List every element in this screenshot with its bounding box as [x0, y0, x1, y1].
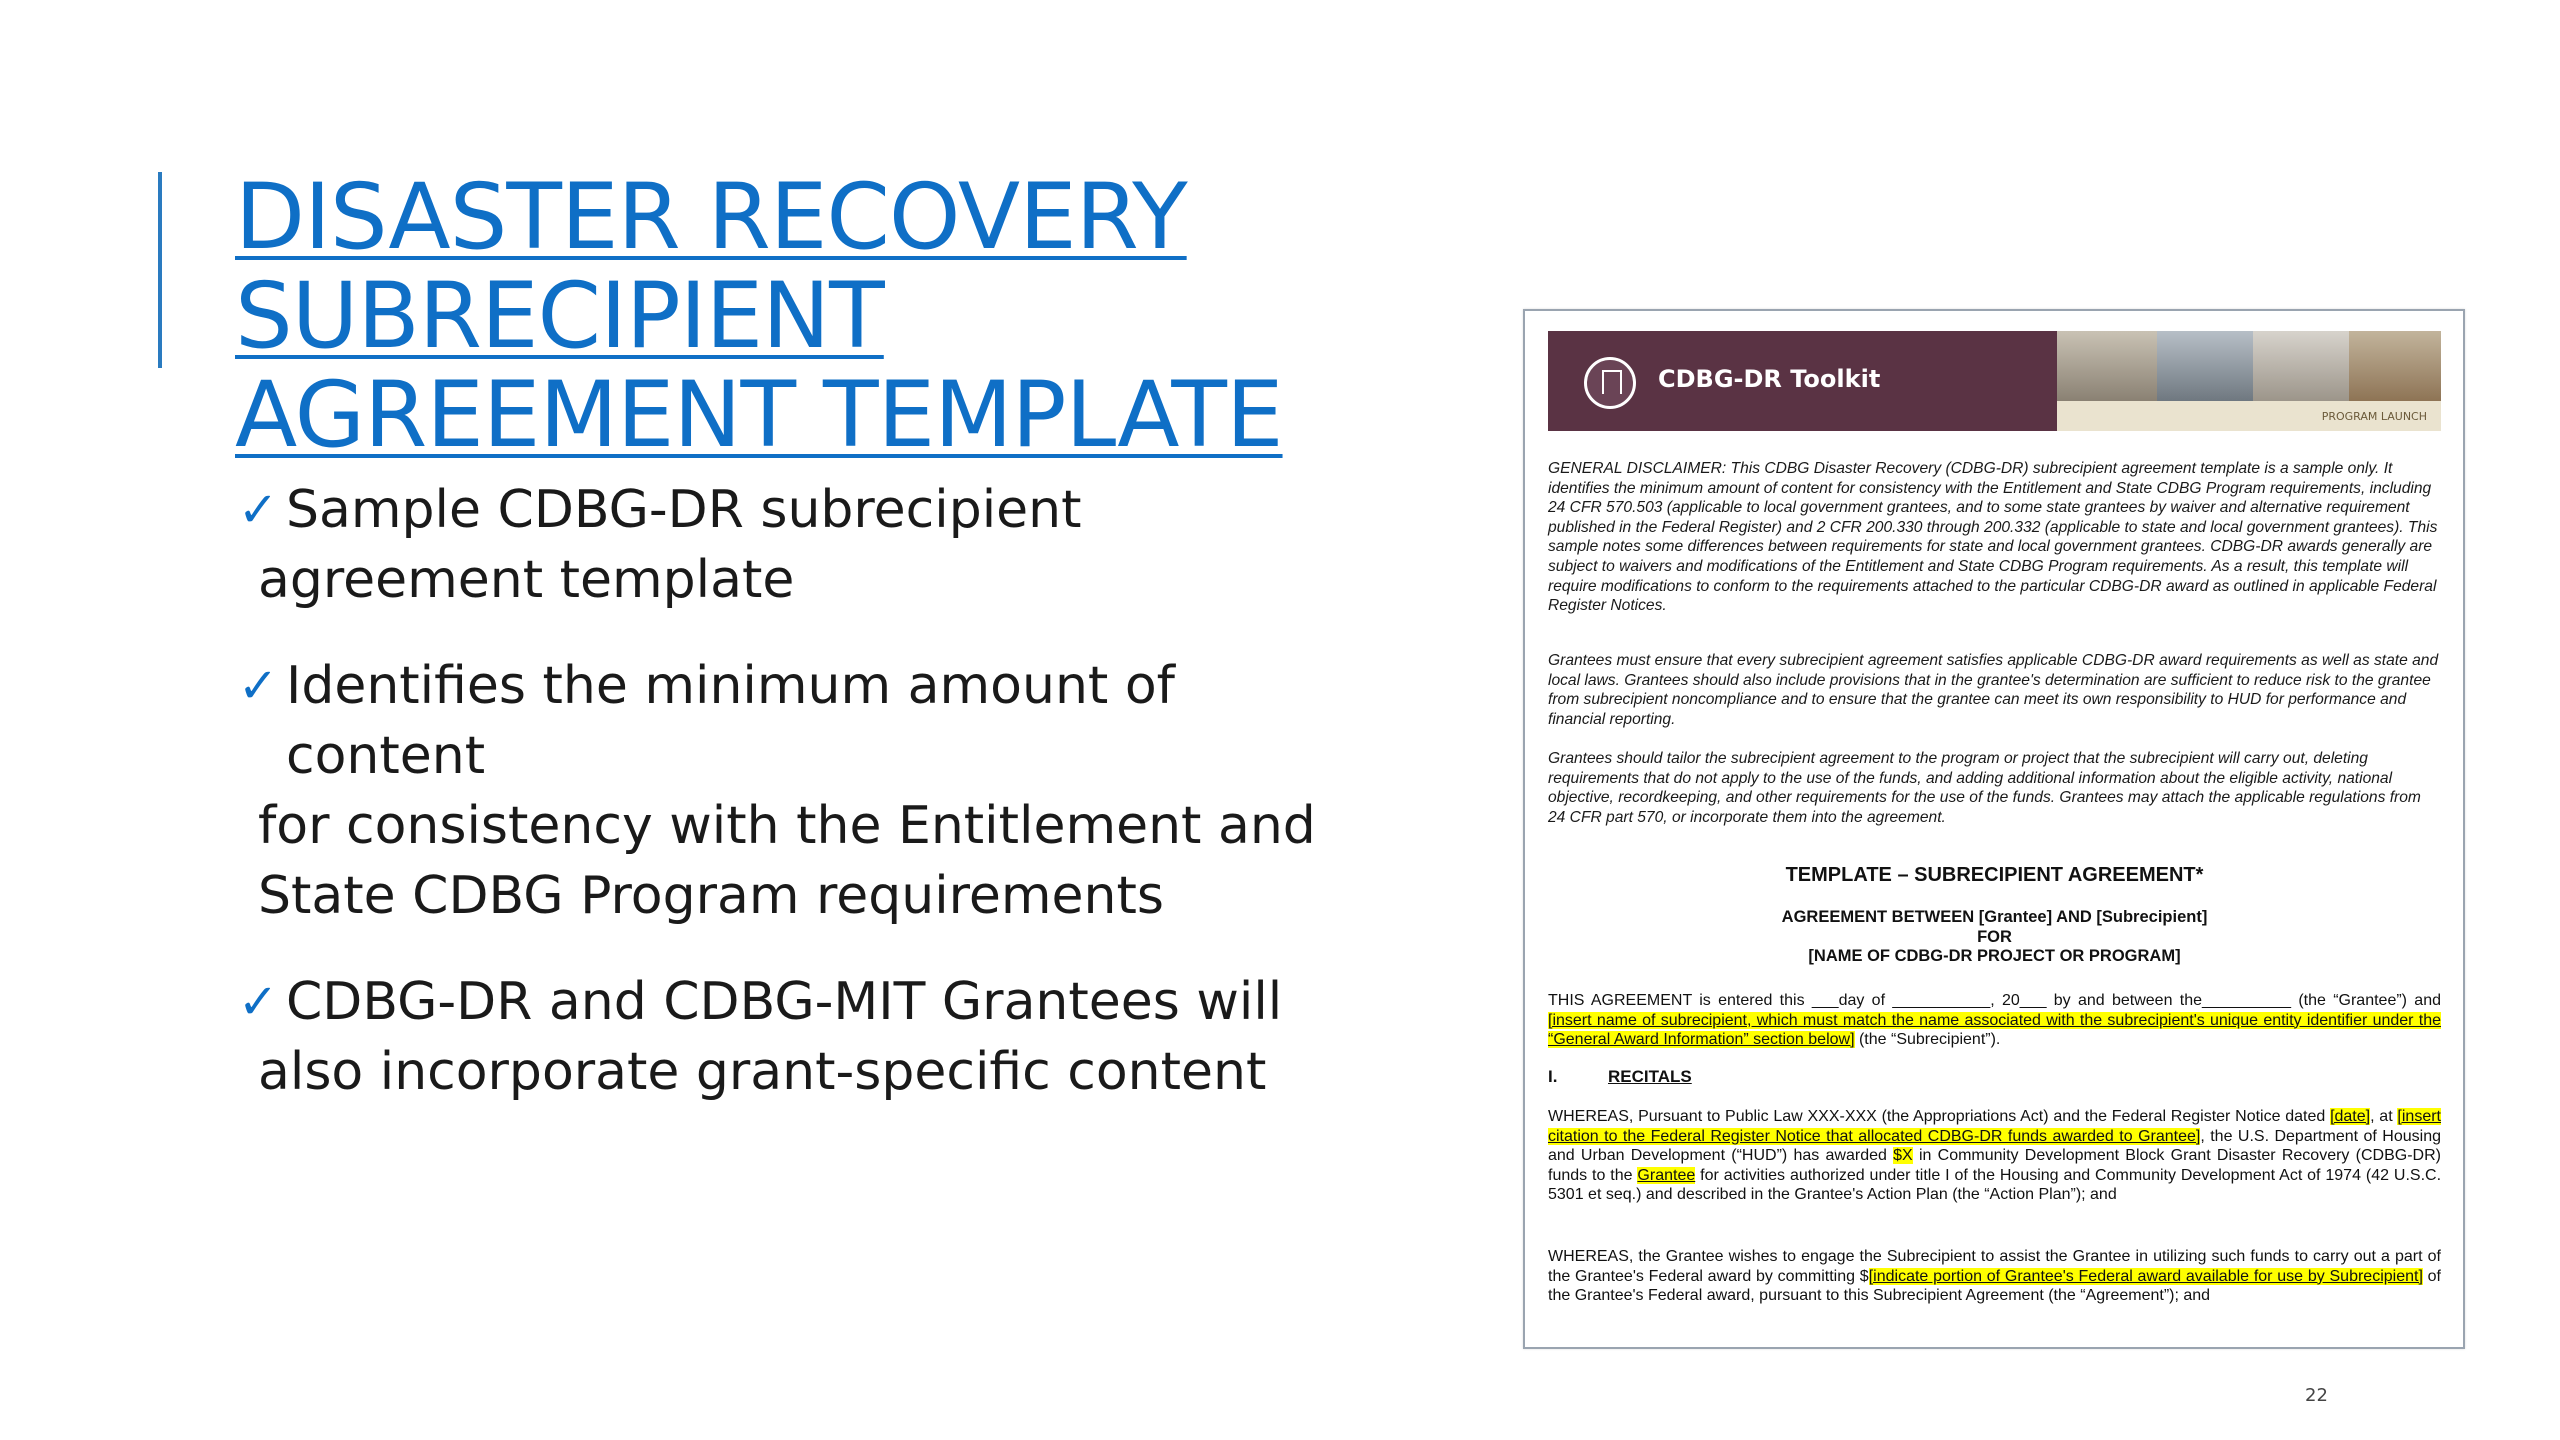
- agreement-heading-line: FOR: [1977, 927, 2012, 946]
- slide-title-line1: DISASTER RECOVERY SUBRECIPIENT: [235, 165, 1187, 369]
- bullet-item: [238, 475, 1358, 615]
- bullet-text: State CDBG Program requirements: [258, 866, 1164, 926]
- checkmark-icon: ✓: [238, 974, 279, 1030]
- text-run: WHEREAS, the Grantee wishes to engage the Subrecipient to assist the Grantee in utilizing such funds to carry out a part of the Grantee's Federal award by committing $: [1548, 1248, 2441, 1285]
- highlighted-placeholder: Grantee: [1637, 1166, 1696, 1184]
- document-preview: [1523, 309, 2465, 1349]
- agreement-heading-line: AGREEMENT BETWEEN [Grantee] AND [Subrecipient]: [1781, 908, 2208, 926]
- section-number: I.: [1548, 1067, 1558, 1086]
- text-run: , at: [2370, 1108, 2398, 1125]
- recitals-heading: [1548, 1067, 1692, 1087]
- bullet-item: [238, 651, 1358, 931]
- banner-photo: [2157, 331, 2253, 401]
- agreement-paragraph: [1548, 991, 2441, 1050]
- template-heading: TEMPLATE – SUBRECIPIENT AGREEMENT*: [1785, 864, 2204, 886]
- highlighted-placeholder: $X: [1893, 1147, 1913, 1165]
- bullet-item: [238, 967, 1358, 1107]
- checkmark-icon: ✓: [238, 482, 279, 538]
- disclaimer-paragraph: Grantees should tailor the subrecipient agreement to the program or project that the subrecipient will carry out, deleting requirements that do not apply to the use of the funds, and adding additional information about the eligible activity, national objective, recordkeeping, and other requirements for the use of the funds. Grantees may attach the applicable regulations from 24 CFR part 570, or incorporate them into the agreement.: [1548, 750, 2421, 826]
- hud-seal-icon: [1584, 357, 1636, 409]
- agreement-heading: [1548, 908, 2441, 967]
- text-run: in Community Development Block Grant Disaster Recovery (CDBG-DR) funds to the: [1548, 1147, 2441, 1184]
- bullet-text: Identifies the minimum amount of content: [286, 656, 1175, 786]
- bullet-text: Sample CDBG-DR subrecipient: [286, 480, 1082, 540]
- banner-photo-strip: [2057, 331, 2441, 431]
- whereas-paragraph: [1548, 1107, 2441, 1205]
- bullet-text: CDBG-DR and CDBG-MIT Grantees will: [286, 972, 1283, 1032]
- text-run: for activities authorized under title I of the Housing and Community Development Act of 1974 (42 U.S.C. 5301 et seq.) and described in the Grantee's Action Plan (the “Action Plan”); and: [1548, 1166, 2442, 1204]
- text-run: THIS AGREEMENT is entered this ___day of ___________, 20___ by and between the__________ (the “Grantee”) and: [1548, 992, 2441, 1009]
- section-label: RECITALS: [1608, 1067, 1692, 1086]
- bullet-text: agreement template: [258, 550, 795, 610]
- banner-photo: [2253, 331, 2349, 401]
- banner-photo: [2057, 331, 2157, 401]
- disclaimer-paragraph: GENERAL DISCLAIMER: This CDBG Disaster Recovery (CDBG-DR) subrecipient agreement template is a sample only. It identifies the minimum amount of content for consistency with the Entitlement and State CDBG Program requirements, including 24 CFR 570.503 (applicable to local government grantees, and to some state grantees by waiver and alternative requirement published in the Federal Register) and 2 CFR 200.330 through 200.332 (applicable to state and local government grantees). This sample notes some differences between requirements for state and local government grantees. CDBG-DR awards generally are subject to waivers and modifications of the Entitlement and State CDBG Program requirements. As a result, this template will require modifications to conform to the requirements attached to the particular CDBG-DR award as outlined in applicable Federal Register Notices.: [1548, 460, 2438, 615]
- banner-photo: [2349, 331, 2441, 401]
- page-number: 22: [2305, 1385, 2328, 1406]
- highlighted-placeholder: [insert name of subrecipient, which must match the name associated with the subrecipient's unique entity identifier under the “General Award Information” section below]: [1548, 1011, 2441, 1049]
- toolkit-banner: [1548, 331, 2441, 431]
- text-run: , the U.S. Department of Housing and Urban Development (“HUD”) has awarded: [1548, 1127, 2441, 1165]
- title-accent-bar: [158, 172, 162, 368]
- highlighted-placeholder: [insert citation to the Federal Register Notice that allocated CDBG-DR funds awarded to Grantee]: [1548, 1108, 2441, 1145]
- banner-tag: PROGRAM LAUNCH: [2321, 410, 2427, 423]
- bullet-list: [238, 475, 1358, 1143]
- bullet-text: also incorporate grant-specific content: [258, 1042, 1267, 1102]
- checkmark-icon: ✓: [238, 658, 279, 714]
- banner-title: CDBG-DR Toolkit: [1658, 365, 1881, 393]
- banner-left-panel: [1548, 331, 2057, 431]
- highlighted-placeholder: [date]: [2330, 1108, 2371, 1125]
- text-run: WHEREAS, Pursuant to Public Law XXX-XXX (the Appropriations Act) and the Federal Register Notice dated: [1548, 1108, 2331, 1125]
- agreement-heading-line: [NAME OF CDBG-DR PROJECT OR PROGRAM]: [1808, 947, 2181, 965]
- highlighted-placeholder: [indicate portion of Grantee's Federal award available for use by Subrecipient]: [1868, 1267, 2423, 1285]
- text-run: of the Grantee's Federal award, pursuant to this Subrecipient Agreement (the “Agreement”); and: [1548, 1267, 2442, 1305]
- text-run: (the “Subrecipient”).: [1854, 1031, 2001, 1049]
- whereas-paragraph: [1548, 1247, 2441, 1306]
- slide-title-line2: AGREEMENT TEMPLATE: [235, 363, 1283, 468]
- bullet-text: for consistency with the Entitlement and: [258, 796, 1316, 856]
- disclaimer-paragraph: Grantees must ensure that every subrecipient agreement satisfies applicable CDBG-DR award requirements as well as state and local laws. Grantees should also include provisions that in the grantee's determination are sufficient to reduce risk to the grantee from subrecipient noncompliance and to ensure that the grantee can meet its own responsibility to HUD for performance and financial reporting.: [1548, 652, 2439, 728]
